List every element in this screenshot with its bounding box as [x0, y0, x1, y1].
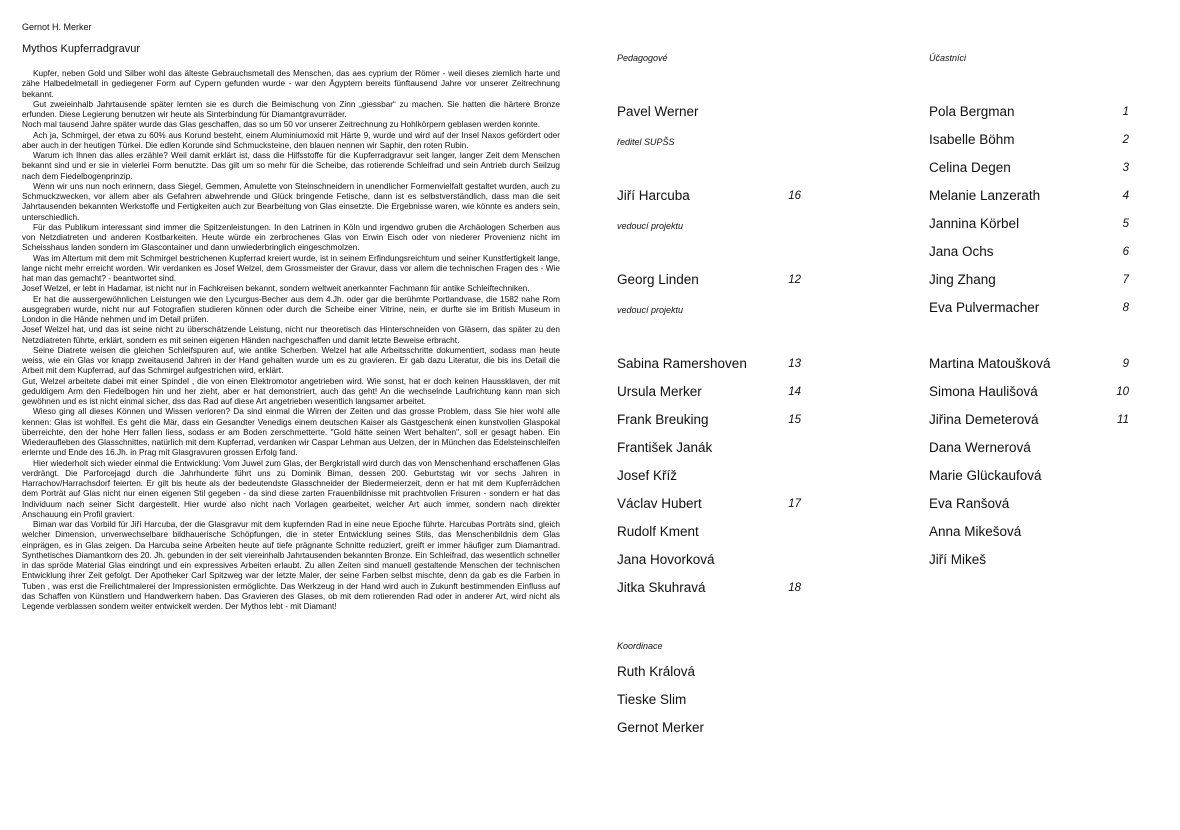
participant-name: Eva Ranšová — [929, 496, 1010, 511]
participant-name: Anna Mikešová — [929, 524, 1022, 539]
essay-body — [22, 69, 560, 612]
author-name: Gernot H. Merker — [22, 22, 92, 32]
coordinator-name: Ruth Králová — [617, 664, 696, 679]
teacher-number: 12 — [788, 274, 801, 286]
participant-name: Jannina Körbel — [929, 216, 1020, 231]
teacher-number: 18 — [788, 582, 801, 594]
teacher-name: Rudolf Kment — [617, 524, 699, 539]
participant-name: Martina Matoušková — [929, 356, 1051, 371]
participant-name: Jiřina Demeterová — [929, 412, 1039, 427]
essay-paragraph: Gut zweieinhalb Jahrtausende später lernten sie es durch die Beimischung von Zinn „giessbar“ zu machen. Sie hatten die härtere Bronze erfunden. Diese Legierung benutzen wir heute als Sinterbindung für Diamantgravurräder. — [22, 99, 560, 119]
participant-name: Dana Wernerová — [929, 440, 1031, 455]
participant-number: 9 — [1122, 358, 1129, 370]
participant-number: 6 — [1122, 246, 1129, 258]
teacher-role: ředitel SUPŠS — [617, 137, 675, 147]
essay-paragraph: Wenn wir uns nun noch erinnern, dass Siegel, Gemmen, Amulette von Steinschneidern in unendlicher Formenvielfalt gestaltet wurden, auch zu Schmuckzwecken, vor allem aber als Gefahren abwehrende und Glück bringende Fetische, dann ist es selbstverständlich, dass man die seit Jahrtausenden bekannten Werkstoffe und Fertigkeiten auch zur Bearbeitung von Glas einsetzte. Die Ergebnisse waren, wie könnte es anders sein, unterschiedlich. — [22, 181, 560, 222]
teacher-name: Frank Breuking — [617, 412, 709, 427]
essay-paragraph: Warum ich Ihnen das alles erzähle? Weil damit erklärt ist, dass die Hilfsstoffe für die Kupferradgravur seit langer, langer Zeit dem Menschen bekannt sind und er sie in vielerlei Form benutzte. Das gilt um so mehr für die Scheibe, das rotierende Schleifrad und sein Antrieb durch Seilzug nach dem Fiedelbogenprinzip. — [22, 151, 560, 181]
participant-number: 11 — [1117, 414, 1129, 426]
teacher-role: vedoucí projektu — [617, 305, 684, 315]
participant-number: 1 — [1122, 106, 1129, 118]
coordinator-name: Gernot Merker — [617, 720, 705, 735]
teacher-number: 16 — [788, 190, 801, 202]
participant-name: Melanie Lanzerath — [929, 188, 1041, 203]
essay-paragraph: Kupfer, neben Gold und Silber wohl das älteste Gebrauchsmetall des Menschen, das aes cyprium der Römer - weil dieses ziemlich harte und zähe Halbedelmetall in gediegener Form auf Cypern gefunden wurde - war den Ägyptern bereits fünftausend Jahre vor unserer Zeitrechnung bekannt. — [22, 69, 560, 99]
participant-name: Jana Ochs — [929, 244, 994, 259]
participant-number: 7 — [1122, 274, 1129, 286]
essay-paragraph: Noch mal tausend Jahre später wurde das Glas geschaffen, das so um 50 vor unserer Zeitrechnung zu Hohlkörpern geblasen werden konnte. — [22, 120, 541, 130]
essay-paragraph: Seine Diatrete weisen die gleichen Schleifspuren auf, wie antike Scherben. Welzel hat alle Arbeitsschritte dokumentiert, sodass man heute weiss, wie ein Glas vor knapp zweitausend Jahren in der Hand gehalten wurde um es zu gravieren. Er gab dazu Literatur, die bis ins Detail die Arbeit mit dem Kupferrad, auf das Schmirgel aufgestrichen wird, erklärt. — [22, 345, 560, 376]
essay-title: Mythos Kupferradgravur — [22, 43, 140, 55]
participant-number: 2 — [1122, 134, 1129, 146]
teacher-name: Václav Hubert — [617, 496, 702, 511]
essay-paragraph: Ach ja, Schmirgel, der etwa zu 60% aus Korund besteht, einem Aluminiumoxid mit Härte 9, wurde und wird auf der Insel Naxos gefördert oder aber auch in der heutigen Türkei. Die edlen Korunde sind Schmucksteine, den blauen nennen wir Saphir, den roten Rubin. — [22, 130, 560, 150]
participant-number: 10 — [1116, 386, 1129, 398]
essay-paragraph: Hier wiederholt sich wieder einmal die Entwicklung: Vom Juwel zum Glas, der Bergkristall wird durch das von Menschenhand erschaffenen Glas verdrängt. Die Parforcejagd durch die Jahrhunderte führt uns zu Dominik Biman, dessen 200. Geburtstag wir vor sechs Jahren in Harrachov/Harrachsdorf feierten. Er gilt bis heute als der bedeutendste Glasschneider der Biedermeierzeit, denn er hat mit dem Kupferrädchen dem Porträt auf Glas nicht nur einen eigenen Stil gegeben - da sind diese zarten Frauenbildnisse mit prachtvollen Frisuren - sondern er hat das Individuum nach seiner Sicht dargestellt. Hier wurde also nicht nach Vorlagen gearbeitet, welcher Art auch immer, sondern nach direkter Anschauung ein Profil graviert. — [22, 458, 560, 519]
ucastnici-heading: Účastníci — [929, 53, 967, 63]
participant-name: Simona Haulišová — [929, 384, 1038, 399]
participant-name: Celina Degen — [929, 160, 1011, 175]
essay-paragraph: Wieso ging all dieses Können und Wissen verloren? Da sind einmal die Wirren der Zeiten und das grosse Problem, dass Sie hier wohl alle kennen: Glas ist wohlfeil. Es geht die Mär, dass ein Gesandter Venedigs einem deutschen Kaiser als Gastgeschenk einen kunstvollen Glaspokal überreichte, den der hohe Herr fallen liess, sodass er am Boden zerschmetterte. "Gold hätte seinen Wert behalten", soll er gesagt haben. Ein Wiederaufleben des Glasschnittes, natürlich mit dem Kupferrad, verdanken wir Caspar Lehman aus Uelzen, der in München das Edelsteinschleifen erlernte und Ende des 16.Jh. in Prag mit Glasgravuren grossen Erfolg fand. — [22, 407, 560, 458]
essay-paragraph: Was im Altertum mit dem mit Schmirgel bestrichenen Kupferrad kreiert wurde, ist in seinem Erfindungsreichtum und seiner Kunstfertigkeit lange, lange nicht mehr erreicht worden. Wir verdanken es Josef Welzel, dem Grossmeister der Gravur, dass vor allem die technischen Fragen des - Wie hat man das gemacht? - beantwortet sind. — [22, 253, 560, 283]
teacher-name: Georg Linden — [617, 272, 699, 287]
teacher-name: Josef Kříž — [617, 468, 678, 483]
teacher-name: Ursula Merker — [617, 384, 702, 399]
teacher-number: 17 — [788, 498, 801, 510]
essay-paragraph: Für das Publikum interessant sind immer die Spitzenleistungen. In den Latrinen in Köln und irgendwo gruben die Archäologen Scherben aus von Netzdiatreten und anderen Kostbarkeiten. Heute würde ein zerbrochenes Glas von Erwin Eisch oder von niederer Provenienz nicht im Scheisshaus landen sondern im Glascontainer und dann unwiederbringlich eingeschmolzen. — [22, 222, 560, 253]
pedagogove-heading: Pedagogové — [617, 53, 668, 63]
participant-name: Isabelle Böhm — [929, 132, 1015, 147]
coordinator-name: Tieske Slim — [617, 692, 687, 707]
teacher-role: vedoucí projektu — [617, 221, 684, 231]
essay-paragraph: Er hat die aussergewöhnlichen Leistungen wie den Lycurgus-Becher aus dem 4.Jh. oder gar die berühmte Portlandvase, die 1582 nahe Rom ausgegraben wurde, nicht nur auf Fotografien studieren können oder durch die Scheibe einer Vitrine, nein, er durfte sie im British Museum in London in die Hände nehmen und im Detail prüfen. — [22, 294, 560, 324]
teacher-number: 14 — [788, 386, 801, 398]
teacher-name: Jiří Harcuba — [617, 188, 690, 203]
essay-paragraph: Josef Welzel hat, und das ist seine nicht zu überschätzende Leistung, nicht nur theoretisch das Hinterschneiden von Gläsern, das später zu den Netzdiatreten führte, erklärt, sondern es mit seinen eigenen Händen nachgeschaffen und damit letzte Beweise erbracht. — [22, 325, 560, 345]
participant-name: Pola Bergman — [929, 104, 1015, 119]
teacher-name: František Janák — [617, 440, 713, 455]
essay-paragraph: Josef Welzel, er lebt in Hadamar, ist nicht nur in Fachkreisen bekannt, sondern weltweit anerkannter Fachmann für antike Schleiftechniken. — [22, 284, 530, 294]
teacher-number: 13 — [788, 358, 801, 370]
essay-paragraph: Gut, Welzel arbeitete dabei mit einer Spindel , die von einen Elektromotor angetrieben wird. Wie sonst, hat er doch keinen Haussklaven, der mit geduldigem Arm den Fiedelbogen hin und her zieht, aber er hat demonstriert, auch das geht! An die wechselnde Laufrichtung kann man sich gewöhnen und es ist nicht einmal sicher, dss das Rad auf diese Art angetrieben wesentlich langsamer arbeitet. — [22, 376, 560, 406]
teacher-number: 15 — [788, 414, 801, 426]
participant-name: Jing Zhang — [929, 272, 996, 287]
teacher-name: Sabina Ramershoven — [617, 356, 747, 371]
teacher-name: Pavel Werner — [617, 104, 699, 119]
koordinace-heading: Koordinace — [617, 641, 663, 651]
participant-name: Jiří Mikeš — [929, 552, 986, 567]
participant-number: 5 — [1122, 218, 1129, 230]
participant-name: Marie Glückaufová — [929, 468, 1042, 483]
participant-name: Eva Pulvermacher — [929, 300, 1040, 315]
participant-number: 8 — [1122, 302, 1129, 314]
teacher-name: Jana Hovorková — [617, 552, 715, 567]
participant-number: 3 — [1122, 162, 1129, 174]
teacher-name: Jitka Skuhravá — [617, 580, 706, 595]
participant-number: 4 — [1122, 190, 1129, 202]
essay-paragraph: Biman war das Vorbild für Jiří Harcuba, der die Glasgravur mit dem kupfernden Rad in eine neue Epoche führte. Harcubas Porträts sind, gleich welcher Dimension, unverwechselbare bildhauerische Schöpfungen, die in steter Entwicklung seines Stils, das Menschenbildnis dem Glas einprägen, es in Glas zeigen. Da Harcuba seine Arbeiten heute auf tiefe prägnante Schnitte reduziert, greift er immer häufiger zum Diamantrad. Synthetisches Diamantkorn des 20. Jh. gebunden in der seit viereinhalb Jahrtausenden bekannten Bronze. Ein Schleifrad, das wesentlich schneller in das spröde Material Glas eindringt und ein expressives Arbeiten erlaubt. Zu allen Zeiten sind manuell gestaltende Menschen der technischen Entwicklung ihrer Zeit gefolgt. Der Apotheker Carl Spitzweg war der letzte Maler, der seine Farben selbst mischte, denn da gab es die Farben in Tuben , was erst die Freilichtmalerei der Impressionisten ermöglichte. Das Werkzeug in der Hand wird auch in Zukunft bestimmenden Einfluss auf das Schaffen von Künstlern und Handwerkern haben. Das Gravieren des Glases, ob mit dem rotierenden Rad oder in anderer Art, wird nicht als Legende verblassen sondern weiter entwickelt werden. Der Mythos lebt - mit Diamant! — [22, 520, 560, 611]
